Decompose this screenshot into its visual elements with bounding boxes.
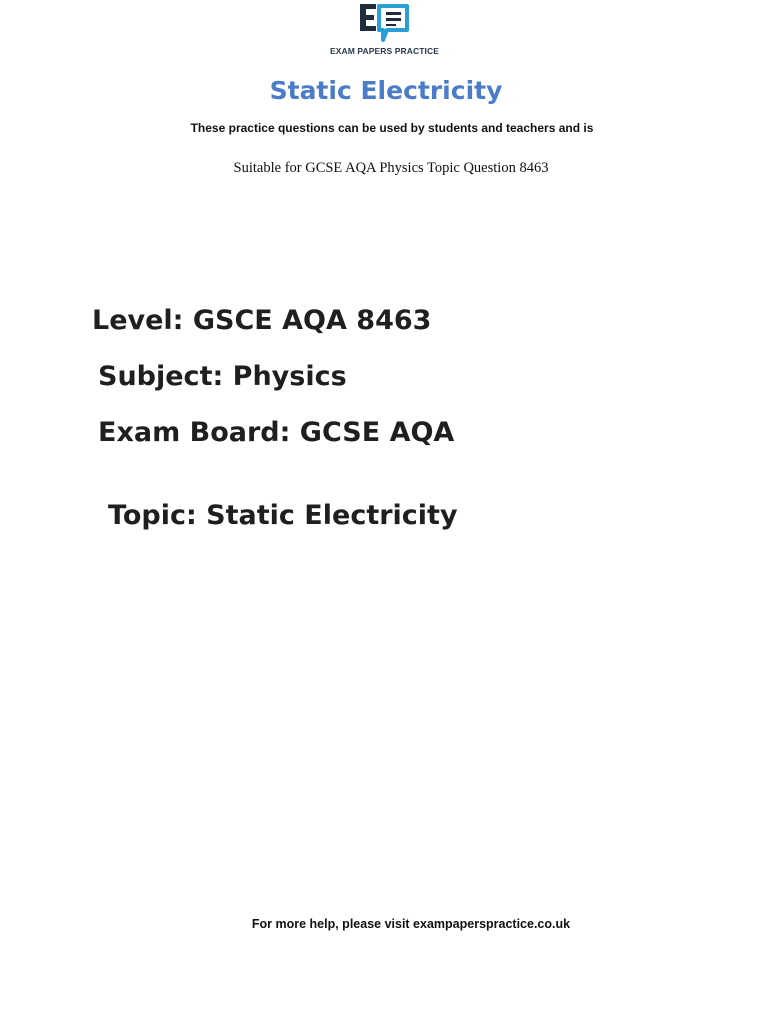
brand-name: EXAM PAPERS PRACTICE (329, 46, 440, 56)
suitability-text: Suitable for GCSE AQA Physics Topic Question 8463 (233, 160, 549, 176)
topic-label: Topic: Static Electricity (108, 500, 458, 531)
exam-papers-practice-logo-icon (357, 2, 413, 46)
exam-board-label: Exam Board: GCSE AQA (98, 417, 455, 448)
subject-label: Subject: Physics (98, 361, 347, 392)
intro-text: These practice questions can be used by students and teachers and is (190, 121, 594, 135)
brand-logo (321, 0, 448, 62)
level-label: Level: GSCE AQA 8463 (92, 305, 432, 336)
footer-help-text: For more help, please visit exampaperspractice.co.uk (251, 917, 571, 931)
page-title: Static Electricity (269, 76, 503, 105)
